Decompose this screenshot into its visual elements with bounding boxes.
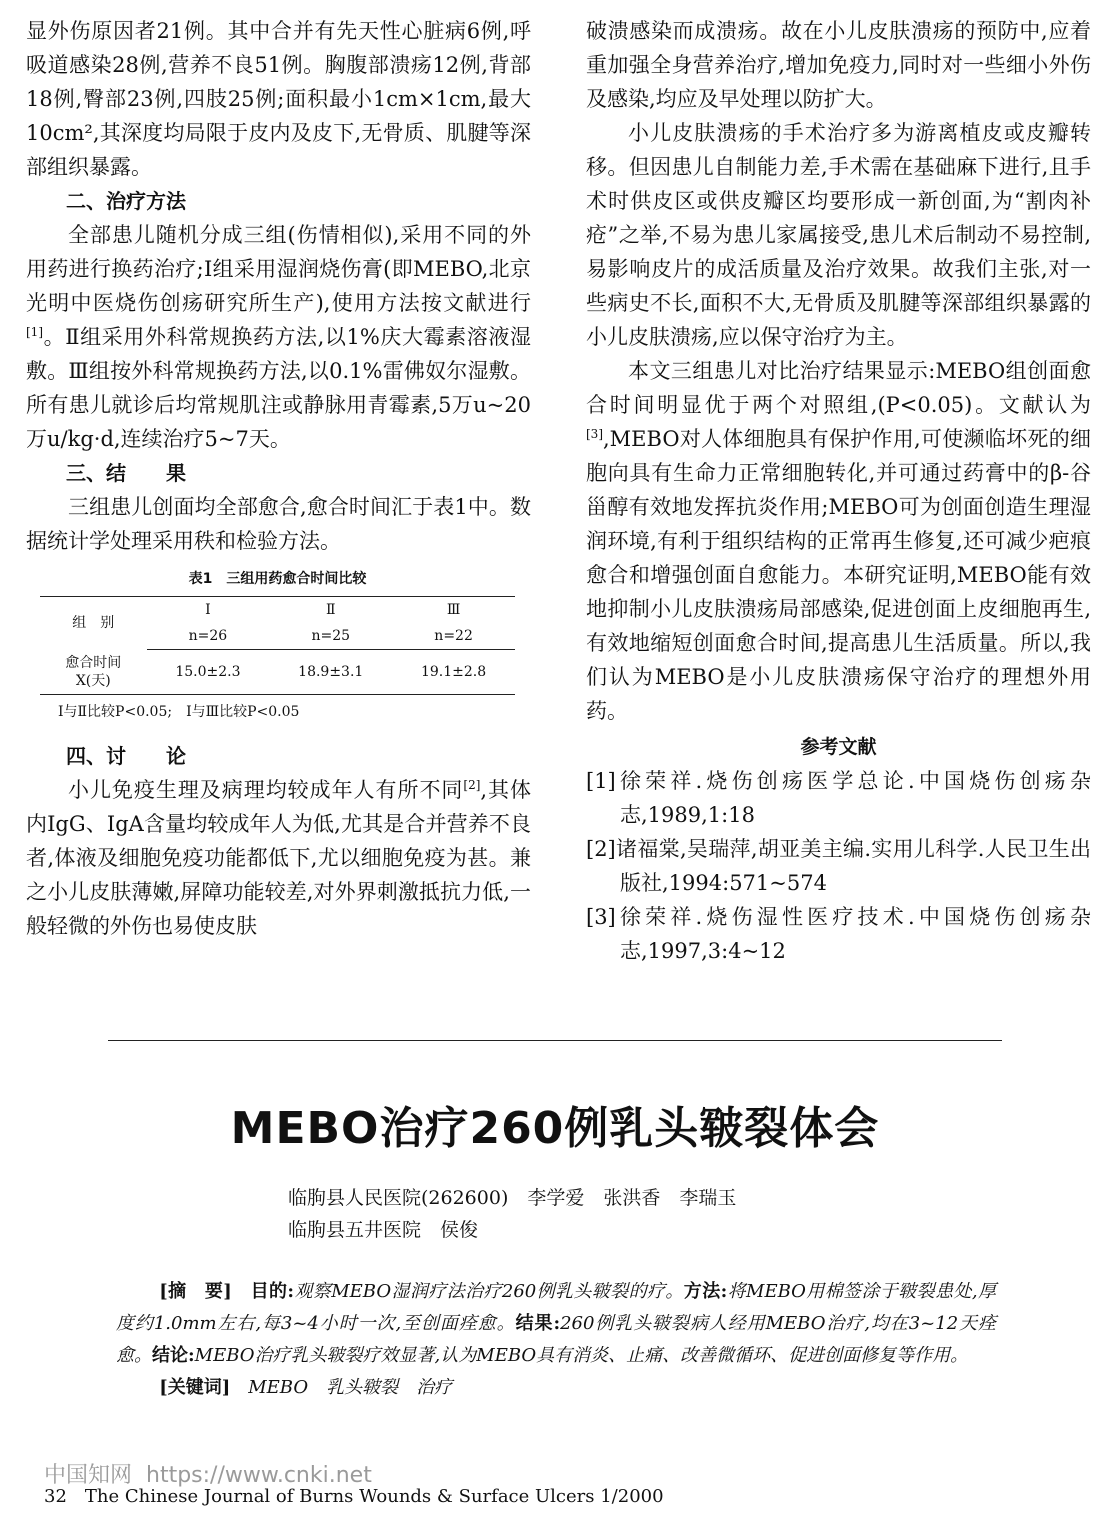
left-column — [26, 14, 531, 943]
table-group-name: Ⅲ — [392, 597, 515, 624]
references-heading: 参考文献 — [800, 736, 877, 758]
table-group-n: n=25 — [269, 623, 392, 650]
table-group-name: Ⅰ — [147, 597, 270, 624]
citation-3[interactable]: [3] — [586, 427, 603, 441]
watermark-url[interactable]: https://www.cnki.net — [146, 1463, 372, 1488]
page-footer: 32 The Chinese Journal of Burns Wounds & Surface Ulcers 1/2000 — [44, 1486, 664, 1507]
section-heading-results: 三、结 果 — [66, 461, 186, 485]
table-row-label: 愈合时间 X(天) — [40, 650, 147, 695]
paragraph-continued: 显外伤原因者21例。其中合并有先天性心脏病6例,呼吸道感染28例,营养不良51例。胸腹部溃疡12例,背部18例,臀部23例,四肢25例;面积最小1cm×1cm,最大10cm²,其深度均局限于皮内及皮下,无骨质、肌腱等深部组织暴露。 — [26, 19, 531, 179]
table-cell: 15.0±2.3 — [147, 650, 270, 695]
table-group-n: n=26 — [147, 623, 270, 650]
paragraph-continued-right: 破溃感染而成溃疡。故在小儿皮肤溃疡的预防中,应着重加强全身营养治疗,增加免疫力,同时对一些细小外伤及感染,均应及早处理以防扩大。 — [586, 19, 1091, 111]
affiliation-1: 临朐县人民医院(262600) 李学爱 张洪香 李瑞玉 — [288, 1187, 737, 1209]
table-caption: 表1 三组用药愈合时间比较 — [188, 571, 367, 587]
table-group-name: Ⅱ — [269, 597, 392, 624]
table-cell: 19.1±2.8 — [392, 650, 515, 695]
section-divider — [108, 1040, 1002, 1041]
right-column — [586, 14, 1091, 968]
citation-1[interactable]: [1] — [26, 325, 43, 339]
reference-item: [1]徐荣祥.烧伤创疡医学总论.中国烧伤创疡杂志,1989,1:18 — [586, 769, 1091, 827]
table-note: Ⅰ与Ⅱ比较P<0.05; Ⅰ与Ⅲ比较P<0.05 — [58, 703, 300, 720]
article-title: MEBO治疗260例乳头皲裂体会 — [230, 1103, 880, 1154]
paragraph-conclusion: 本文三组患儿对比治疗结果显示:MEBO组创面愈合时间明显优于两个对照组,(P<0.05)。文献认为[3],MEBO对人体细胞具有保护作用,可使濒临坏死的细胞向具有生命力正常细胞转化,并可通过药膏中的β-谷甾醇有效地发挥抗炎作用;MEBO可为创面创造生理湿润环境,有利于组织结构的正常再生修复,还可减少疤痕愈合和增强创面自愈能力。本研究证明,MEBO能有效地抑制小儿皮肤溃疡局部感染,促进创面上皮细胞再生,有效地缩短创面愈合时间,提高患儿生活质量。所以,我们认为MEBO是小儿皮肤溃疡保守治疗的理想外用药。 — [586, 359, 1091, 723]
paragraph-surgery: 小儿皮肤溃疡的手术治疗多为游离植皮或皮瓣转移。但因患儿自制能力差,手术需在基础麻下进行,且手术时供皮区或供皮瓣区均要形成一新创面,为“割肉补疮”之举,不易为患儿家属接受,患儿术后制动不易控制,易影响皮片的成活质量及治疗效果。故我们主张,对一些病史不长,面积不大,无骨质及肌腱等深部组织暴露的小儿皮肤溃疡,应以保守治疗为主。 — [586, 121, 1091, 349]
table-1 — [40, 568, 515, 723]
section-heading-discussion: 四、讨 论 — [66, 743, 186, 768]
paragraph-discussion: 小儿免疫生理及病理均较成年人有所不同[2],其体内IgG、IgA含量均较成年人为低,尤其是合并营养不良者,体液及细胞免疫功能都低下,尤以细胞免疫为甚。兼之小儿皮肤薄嫩,屏障功能较差,对外界刺激抵抗力低,一般轻微的外伤也易使皮肤 — [26, 777, 531, 938]
paragraph-results: 三组患儿创面均全部愈合,愈合时间汇于表1中。数据统计学处理采用秩和检验方法。 — [26, 495, 531, 553]
table-row — [40, 650, 515, 695]
table-cell: 18.9±3.1 — [269, 650, 392, 695]
paragraph-methods: 全部患儿随机分成三组(伤情相似),采用不同的外用药进行换药治疗;Ⅰ组采用湿润烧伤膏(即MEBO,北京光明中医烧伤创疡研究所生产),使用方法按文献进行[1]。Ⅱ组采用外科常规换药方法,以1%庆大霉素溶液湿敷。Ⅲ组按外科常规换药方法,以0.1%雷佛奴尔湿敷。所有患儿就诊后均常规肌注或静脉用青霉素,5万u~20万u/kg·d,连续治疗5~7天。 — [26, 223, 531, 451]
citation-2[interactable]: [2] — [463, 777, 481, 792]
table-group-n: n=22 — [392, 623, 515, 650]
reference-item: [3]徐荣祥.烧伤湿性医疗技术.中国烧伤创疡杂志,1997,3:4~12 — [586, 905, 1091, 963]
abstract-body: [摘 要] 目的:观察MEBO湿润疗法治疗260例乳头皲裂的疗。方法:将MEBO用棉签涂于皲裂患处,厚度约1.0mm左右,每3~4小时一次,至创面痊愈。结果:260例乳头皲裂病人经用MEBO治疗,均在3~12天痊愈。结论:MEBO治疗乳头皲裂疗效显著,认为MEBO具有消炎、止痛、改善微循环、促进创面修复等作用。 — [116, 1281, 996, 1366]
table-row-header: 组 别 — [40, 597, 147, 650]
section-heading-methods: 二、治疗方法 — [66, 189, 186, 213]
reference-item: [2]诸福棠,吴瑞萍,胡亚美主编.实用儿科学.人民卫生出版社,1994:571~574 — [586, 837, 1091, 895]
keywords: [关键词] MEBO 乳头皲裂 治疗 — [159, 1377, 453, 1398]
affiliation-2: 临朐县五井医院 侯俊 — [288, 1219, 479, 1241]
cnki-watermark: 中国知网 https://www.cnki.net — [44, 1463, 372, 1488]
abstract — [116, 1276, 996, 1404]
